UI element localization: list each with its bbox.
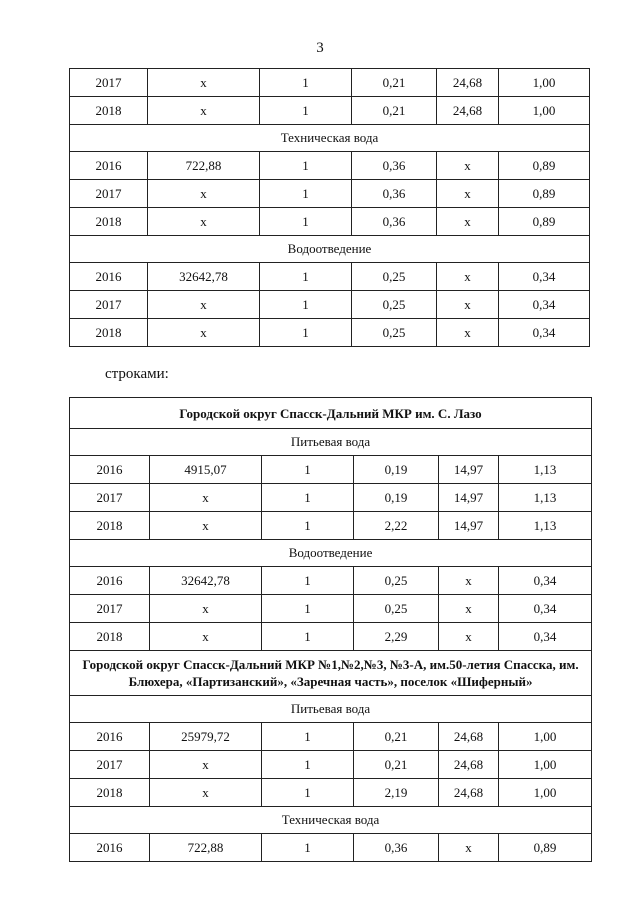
table-cell: 0,19 <box>354 456 439 484</box>
table-cell: 2018 <box>70 97 148 125</box>
table-row <box>70 623 592 651</box>
table-cell: 0,36 <box>354 834 439 862</box>
table-cell: 0,89 <box>499 834 592 862</box>
table-cell: 2017 <box>70 595 150 623</box>
table-cell: 24,68 <box>439 723 499 751</box>
table-cell: 2018 <box>70 623 150 651</box>
table-cell: 1 <box>260 97 352 125</box>
table-cell: 1 <box>260 291 352 319</box>
table-row <box>70 456 592 484</box>
caption-text: строками: <box>105 366 169 382</box>
table-cell: 4915,07 <box>150 456 262 484</box>
table-cell: 1 <box>262 484 354 512</box>
table-cell: 2017 <box>70 69 148 97</box>
table-cell: 2017 <box>70 484 150 512</box>
table-cell: 1 <box>262 751 354 779</box>
table-cell: 2,19 <box>354 779 439 807</box>
table-cell: 1 <box>262 623 354 651</box>
table-cell: 1 <box>260 69 352 97</box>
table-cell: x <box>148 319 260 347</box>
table-cell: 722,88 <box>148 152 260 180</box>
table-cell: 1 <box>262 512 354 540</box>
section-title: Водоотведение <box>70 540 592 567</box>
table-cell: x <box>437 319 499 347</box>
table-cell: x <box>437 263 499 291</box>
table-cell: 0,21 <box>354 751 439 779</box>
table-cell: 0,89 <box>499 180 590 208</box>
table-row <box>70 779 592 807</box>
table-cell: 2017 <box>70 751 150 779</box>
table-cell: 0,34 <box>499 595 592 623</box>
table-cell: 1 <box>262 779 354 807</box>
table-cell: 0,25 <box>354 567 439 595</box>
table-row <box>70 208 590 236</box>
table-cell: 2,22 <box>354 512 439 540</box>
table-cell: 2016 <box>70 567 150 595</box>
table-cell: 2016 <box>70 456 150 484</box>
table-cell: x <box>150 595 262 623</box>
section-title: Питьевая вода <box>70 696 592 723</box>
table-row <box>70 751 592 779</box>
table-cell: 1 <box>260 152 352 180</box>
table-cell: x <box>439 834 499 862</box>
table-cell: 1,00 <box>499 751 592 779</box>
table-cell: 24,68 <box>437 97 499 125</box>
table-cell: 1 <box>262 834 354 862</box>
table-cell: 1,13 <box>499 456 592 484</box>
table-cell: 1,00 <box>499 69 590 97</box>
table-cell: 1 <box>262 567 354 595</box>
section-title: Питьевая вода <box>70 429 592 456</box>
table-cell: 25979,72 <box>150 723 262 751</box>
table-cell: 0,21 <box>352 69 437 97</box>
table-cell: 0,19 <box>354 484 439 512</box>
district-title: Городской округ Спасск-Дальний МКР им. С. Лазо <box>70 398 592 429</box>
table-cell: 0,36 <box>352 180 437 208</box>
district-title: Городской округ Спасск-Дальний МКР №1,№2,№3, №3-А, им.50-летия Спасска, им. Блюхера, «Партизанский», «Заречная часть», поселок «Шиферный» <box>70 651 592 696</box>
table-cell: x <box>437 208 499 236</box>
table-cell: x <box>148 208 260 236</box>
table-cell: 0,34 <box>499 567 592 595</box>
section-header-row <box>70 540 592 567</box>
table-cell: x <box>439 623 499 651</box>
table-row <box>70 319 590 347</box>
table-cell: 0,34 <box>499 291 590 319</box>
table-cell: 2016 <box>70 263 148 291</box>
table-cell: x <box>150 623 262 651</box>
table-cell: 1 <box>260 208 352 236</box>
table-cell: x <box>148 291 260 319</box>
table-cell: x <box>150 779 262 807</box>
table-cell: 1 <box>262 456 354 484</box>
table-row <box>70 512 592 540</box>
table-cell: 0,34 <box>499 263 590 291</box>
table-cell: x <box>439 567 499 595</box>
section-header-row <box>70 236 590 263</box>
table-cell: 2016 <box>70 723 150 751</box>
table-cell: 2018 <box>70 512 150 540</box>
table-cell: 2,29 <box>354 623 439 651</box>
section-header-row <box>70 696 592 723</box>
table-cell: 1,13 <box>499 484 592 512</box>
table-cell: 1 <box>260 263 352 291</box>
table-cell: 722,88 <box>150 834 262 862</box>
table-row <box>70 97 590 125</box>
table-cell: 2017 <box>70 291 148 319</box>
table-cell: 1,13 <box>499 512 592 540</box>
table-cell: 2016 <box>70 152 148 180</box>
table-cell: 14,97 <box>439 456 499 484</box>
tariff-table-body <box>70 398 592 862</box>
district-header-row <box>70 651 592 696</box>
table-row <box>70 567 592 595</box>
table-cell: 32642,78 <box>150 567 262 595</box>
section-header-row <box>70 807 592 834</box>
section-header-row <box>70 125 590 152</box>
table-cell: 24,68 <box>437 69 499 97</box>
table-cell: 1 <box>260 180 352 208</box>
table-cell: 0,89 <box>499 208 590 236</box>
table-cell: 0,25 <box>352 263 437 291</box>
table-cell: 0,36 <box>352 152 437 180</box>
table-row <box>70 595 592 623</box>
table-cell: 24,68 <box>439 751 499 779</box>
table-cell: x <box>148 69 260 97</box>
table-cell: 1,00 <box>499 97 590 125</box>
table-cell: 2018 <box>70 319 148 347</box>
table-cell: 0,25 <box>352 291 437 319</box>
tariff-table-continued <box>69 68 590 347</box>
table-row <box>70 180 590 208</box>
table-row <box>70 152 590 180</box>
table-cell: x <box>150 484 262 512</box>
tariff-table-replacement <box>69 397 592 862</box>
tariff-table-body <box>70 69 590 347</box>
table-cell: 0,34 <box>499 319 590 347</box>
table-cell: 0,25 <box>352 319 437 347</box>
table-cell: 2016 <box>70 834 150 862</box>
table-cell: x <box>148 97 260 125</box>
table-cell: 1 <box>262 723 354 751</box>
section-header-row <box>70 429 592 456</box>
table-cell: 32642,78 <box>148 263 260 291</box>
table-cell: x <box>437 152 499 180</box>
table-cell: x <box>150 512 262 540</box>
table-cell: 2018 <box>70 779 150 807</box>
section-title: Водоотведение <box>70 236 590 263</box>
table-cell: 2018 <box>70 208 148 236</box>
table-row <box>70 834 592 862</box>
district-header-row <box>70 398 592 429</box>
section-title: Техническая вода <box>70 125 590 152</box>
table-row <box>70 723 592 751</box>
table-cell: 0,89 <box>499 152 590 180</box>
table-cell: 14,97 <box>439 512 499 540</box>
table-cell: 24,68 <box>439 779 499 807</box>
table-cell: 0,34 <box>499 623 592 651</box>
table-cell: 1 <box>260 319 352 347</box>
table-row <box>70 291 590 319</box>
table-cell: 2017 <box>70 180 148 208</box>
table-row <box>70 69 590 97</box>
table-row <box>70 263 590 291</box>
table-cell: 0,25 <box>354 595 439 623</box>
page-number: 3 <box>316 40 324 56</box>
table-cell: 0,21 <box>352 97 437 125</box>
table-cell: x <box>437 180 499 208</box>
table-cell: x <box>439 595 499 623</box>
table-row <box>70 484 592 512</box>
table-cell: 0,36 <box>352 208 437 236</box>
table-cell: 14,97 <box>439 484 499 512</box>
section-title: Техническая вода <box>70 807 592 834</box>
table-cell: x <box>148 180 260 208</box>
table-cell: 0,21 <box>354 723 439 751</box>
table-cell: x <box>437 291 499 319</box>
table-cell: 1,00 <box>499 723 592 751</box>
table-cell: x <box>150 751 262 779</box>
table-cell: 1 <box>262 595 354 623</box>
table-cell: 1,00 <box>499 779 592 807</box>
